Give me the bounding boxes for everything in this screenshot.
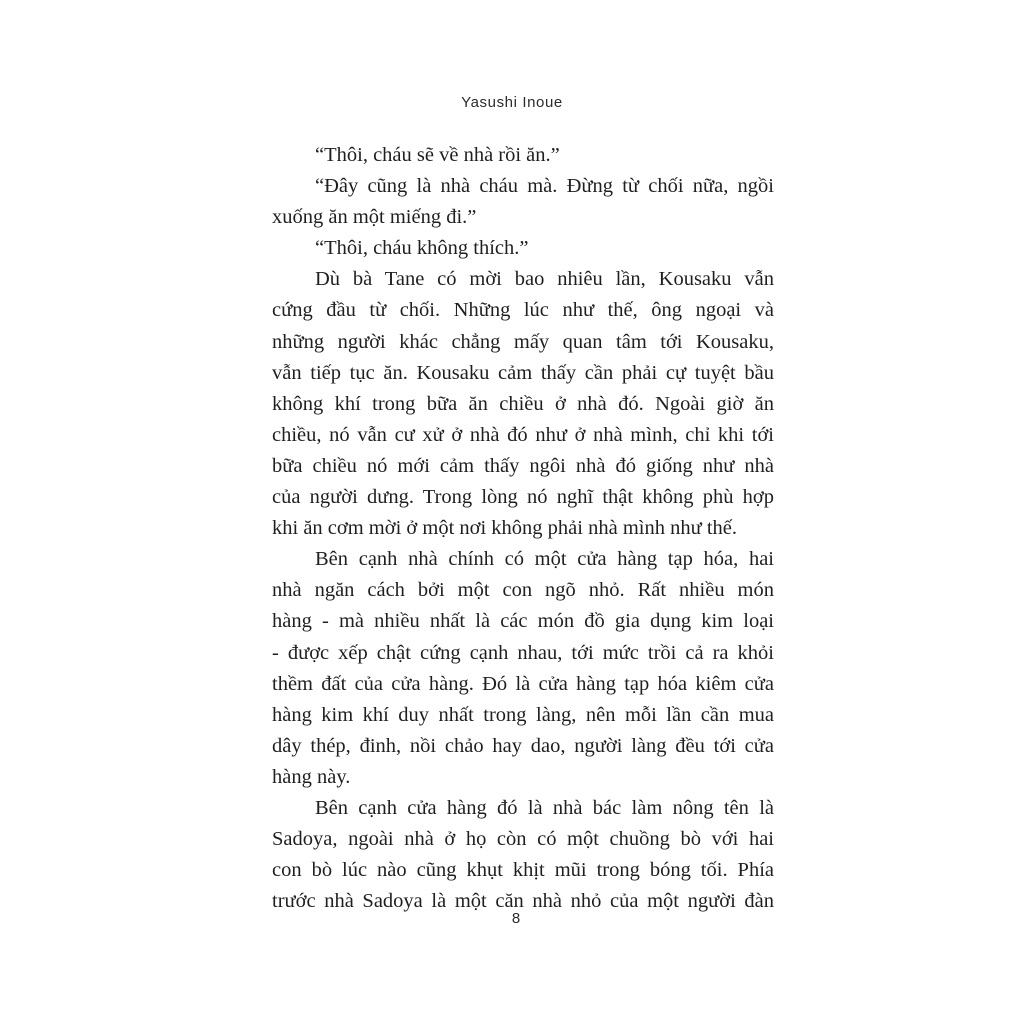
text-line: hàng - mà nhiều nhất là các món đồ gia dụng kim loại — [272, 610, 774, 633]
text-line: nhà ngăn cách bởi một con ngõ nhỏ. Rất nhiều món — [272, 579, 774, 602]
text-line: khi ăn cơm mời ở một nơi không phải nhà mình như thế. — [272, 517, 737, 540]
text-line: Sadoya, ngoài nhà ở họ còn có một chuồng bò với hai — [272, 828, 774, 851]
text-line: trước nhà Sadoya là một căn nhà nhỏ của một người đàn — [272, 890, 774, 913]
text-line: bữa chiều nó mới cảm thấy ngôi nhà đó giống như nhà — [272, 454, 774, 477]
text-line: không khí trong bữa ăn chiều ở nhà đó. Ngoài giờ ăn — [272, 392, 774, 415]
text-line: hàng kim khí duy nhất trong làng, nên mỗi lần cần mua — [272, 703, 774, 726]
text-line: - được xếp chật cứng cạnh nhau, tới mức trồi cả ra khỏi — [272, 641, 774, 664]
text-line: cứng đầu từ chối. Những lúc như thế, ông ngoại và — [272, 299, 774, 322]
text-line: Bên cạnh cửa hàng đó là nhà bác làm nông tên là — [315, 796, 774, 819]
text-line: Bên cạnh nhà chính có một cửa hàng tạp hóa, hai — [315, 548, 774, 571]
text-line: “Đây cũng là nhà cháu mà. Đừng từ chối nữa, ngồi — [315, 175, 774, 198]
text-line: những người khác chẳng mấy quan tâm tới Kousaku, — [272, 330, 774, 353]
text-line: vẫn tiếp tục ăn. Kousaku cảm thấy cần phải cự tuyệt bầu — [272, 361, 774, 384]
text-line: “Thôi, cháu sẽ về nhà rồi ăn.” — [315, 144, 560, 166]
text-line: dây thép, đinh, nồi chảo hay dao, người làng đều tới cửa — [272, 734, 774, 757]
text-line: hàng này. — [272, 765, 351, 788]
text-line: chiều, nó vẫn cư xử ở nhà đó như ở nhà mình, chỉ khi tới — [272, 423, 774, 446]
text-line: thềm đất của cửa hàng. Đó là cửa hàng tạp hóa kiêm cửa — [272, 672, 774, 695]
text-line: “Thôi, cháu không thích.” — [315, 237, 529, 260]
text-line: Dù bà Tane có mời bao nhiêu lần, Kousaku vẫn — [315, 268, 774, 291]
text-line: con bò lúc nào cũng khụt khịt mũi trong bóng tối. Phía — [272, 859, 774, 882]
text-line: của người dưng. Trong lòng nó nghĩ thật không phù hợp — [272, 486, 774, 509]
running-header-author: Yasushi Inoue — [461, 94, 563, 111]
text-line: xuống ăn một miếng đi.” — [272, 206, 477, 229]
body-text — [272, 140, 774, 917]
page-number: 8 — [511, 910, 521, 927]
